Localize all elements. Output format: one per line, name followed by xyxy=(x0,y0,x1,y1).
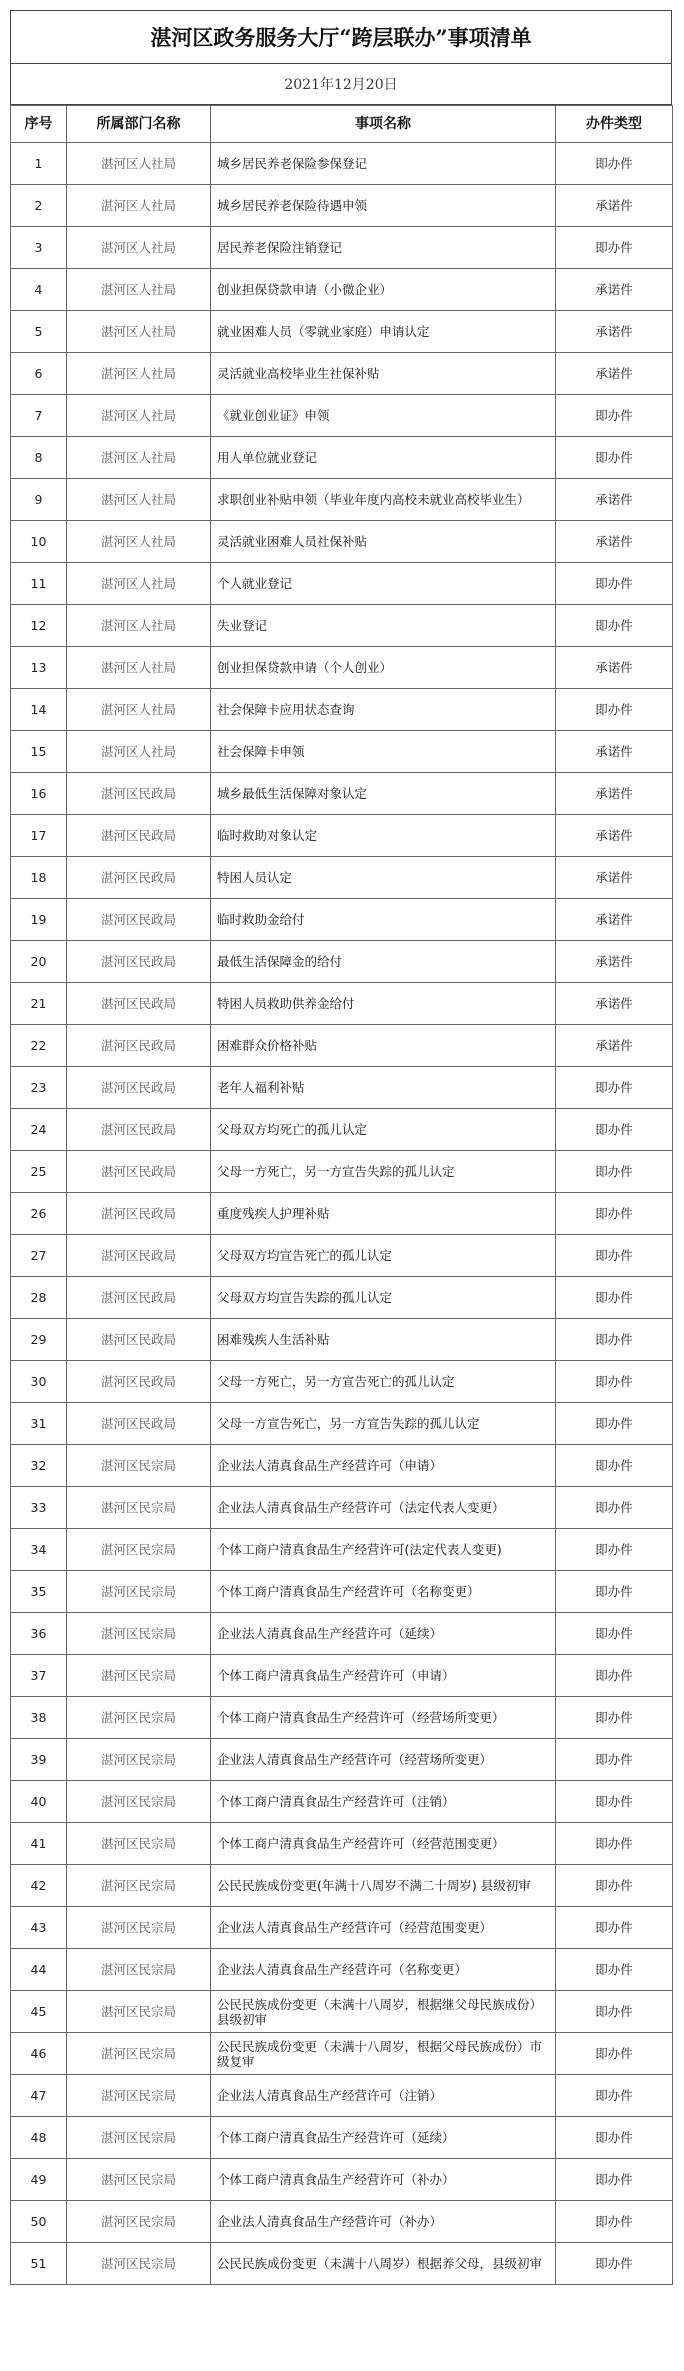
row-type: 即办件 xyxy=(556,1109,673,1151)
table-row xyxy=(11,1781,673,1823)
row-department: 湛河区民政局 xyxy=(67,1277,211,1319)
row-index: 23 xyxy=(11,1067,67,1109)
row-index: 17 xyxy=(11,815,67,857)
row-index: 43 xyxy=(11,1907,67,1949)
row-item-name: 父母一方死亡，另一方宣告死亡的孤儿认定 xyxy=(211,1361,556,1403)
row-index: 12 xyxy=(11,605,67,647)
row-type: 承诺件 xyxy=(556,269,673,311)
row-type: 即办件 xyxy=(556,1907,673,1949)
row-index: 7 xyxy=(11,395,67,437)
header-row xyxy=(11,106,673,143)
row-item-name: 创业担保贷款申请（小微企业） xyxy=(211,269,556,311)
row-index: 3 xyxy=(11,227,67,269)
row-type: 即办件 xyxy=(556,437,673,479)
row-department: 湛河区民政局 xyxy=(67,1193,211,1235)
table-row xyxy=(11,563,673,605)
row-item-name: 个人就业登记 xyxy=(211,563,556,605)
row-index: 19 xyxy=(11,899,67,941)
row-type: 即办件 xyxy=(556,1655,673,1697)
row-department: 湛河区民政局 xyxy=(67,773,211,815)
row-type: 即办件 xyxy=(556,1949,673,1991)
header-type: 办件类型 xyxy=(556,106,673,143)
row-type: 即办件 xyxy=(556,563,673,605)
row-type: 即办件 xyxy=(556,1193,673,1235)
row-item-name: 个体工商户清真食品生产经营许可（经营场所变更） xyxy=(211,1697,556,1739)
table-row xyxy=(11,1235,673,1277)
table-row xyxy=(11,983,673,1025)
row-index: 14 xyxy=(11,689,67,731)
row-item-name: 老年人福利补贴 xyxy=(211,1067,556,1109)
items-table xyxy=(10,105,673,2285)
row-department: 湛河区民宗局 xyxy=(67,2201,211,2243)
table-row xyxy=(11,2117,673,2159)
table-row xyxy=(11,2201,673,2243)
row-type: 承诺件 xyxy=(556,731,673,773)
row-item-name: 企业法人清真食品生产经营许可（注销） xyxy=(211,2075,556,2117)
row-item-name: 灵活就业困难人员社保补贴 xyxy=(211,521,556,563)
row-department: 湛河区民政局 xyxy=(67,1361,211,1403)
row-index: 48 xyxy=(11,2117,67,2159)
row-item-name: 企业法人清真食品生产经营许可（经营场所变更） xyxy=(211,1739,556,1781)
table-row xyxy=(11,1403,673,1445)
row-type: 即办件 xyxy=(556,1151,673,1193)
row-department: 湛河区人社局 xyxy=(67,353,211,395)
row-department: 湛河区民宗局 xyxy=(67,1655,211,1697)
row-index: 41 xyxy=(11,1823,67,1865)
row-type: 承诺件 xyxy=(556,983,673,1025)
row-index: 31 xyxy=(11,1403,67,1445)
row-item-name: 公民民族成份变更(年满十八周岁不满二十周岁) 县级初审 xyxy=(211,1865,556,1907)
row-type: 即办件 xyxy=(556,1067,673,1109)
row-type: 即办件 xyxy=(556,1277,673,1319)
document-date: 2021年12月20日 xyxy=(10,63,672,105)
row-department: 湛河区人社局 xyxy=(67,185,211,227)
row-item-name: 父母一方死亡，另一方宣告失踪的孤儿认定 xyxy=(211,1151,556,1193)
header-item-name: 事项名称 xyxy=(211,106,556,143)
table-row xyxy=(11,395,673,437)
table-row xyxy=(11,1319,673,1361)
row-index: 38 xyxy=(11,1697,67,1739)
table-row xyxy=(11,689,673,731)
row-item-name: 城乡最低生活保障对象认定 xyxy=(211,773,556,815)
row-item-name: 就业困难人员（零就业家庭）申请认定 xyxy=(211,311,556,353)
row-department: 湛河区民政局 xyxy=(67,983,211,1025)
row-department: 湛河区民宗局 xyxy=(67,1991,211,2033)
row-item-name: 困难残疾人生活补贴 xyxy=(211,1319,556,1361)
row-type: 即办件 xyxy=(556,2033,673,2075)
row-item-name: 求职创业补贴申领（毕业年度内高校未就业高校毕业生） xyxy=(211,479,556,521)
row-item-name: 重度残疾人护理补贴 xyxy=(211,1193,556,1235)
row-department: 湛河区人社局 xyxy=(67,227,211,269)
table-row xyxy=(11,1655,673,1697)
row-type: 承诺件 xyxy=(556,185,673,227)
row-type: 即办件 xyxy=(556,1865,673,1907)
row-index: 45 xyxy=(11,1991,67,2033)
row-index: 20 xyxy=(11,941,67,983)
row-type: 承诺件 xyxy=(556,521,673,563)
table-row xyxy=(11,269,673,311)
row-item-name: 父母双方均死亡的孤儿认定 xyxy=(211,1109,556,1151)
row-department: 湛河区民宗局 xyxy=(67,1949,211,1991)
row-department: 湛河区民政局 xyxy=(67,857,211,899)
row-type: 承诺件 xyxy=(556,815,673,857)
row-item-name: 企业法人清真食品生产经营许可（补办） xyxy=(211,2201,556,2243)
row-index: 44 xyxy=(11,1949,67,1991)
row-item-name: 临时救助对象认定 xyxy=(211,815,556,857)
table-row xyxy=(11,1865,673,1907)
row-item-name: 特困人员认定 xyxy=(211,857,556,899)
row-department: 湛河区民政局 xyxy=(67,1319,211,1361)
table-row xyxy=(11,1739,673,1781)
row-department: 湛河区民宗局 xyxy=(67,2075,211,2117)
row-item-name: 公民民族成份变更（未满十八周岁）根据养父母，县级初审 xyxy=(211,2243,556,2285)
table-row xyxy=(11,353,673,395)
table-row xyxy=(11,1571,673,1613)
row-index: 22 xyxy=(11,1025,67,1067)
row-item-name: 个体工商户清真食品生产经营许可（申请） xyxy=(211,1655,556,1697)
row-index: 37 xyxy=(11,1655,67,1697)
row-index: 4 xyxy=(11,269,67,311)
row-item-name: 个体工商户清真食品生产经营许可（注销） xyxy=(211,1781,556,1823)
row-department: 湛河区人社局 xyxy=(67,269,211,311)
row-department: 湛河区人社局 xyxy=(67,437,211,479)
row-type: 即办件 xyxy=(556,605,673,647)
row-item-name: 最低生活保障金的给付 xyxy=(211,941,556,983)
table-row xyxy=(11,1949,673,1991)
row-index: 1 xyxy=(11,143,67,185)
row-department: 湛河区人社局 xyxy=(67,689,211,731)
row-type: 即办件 xyxy=(556,1781,673,1823)
table-row xyxy=(11,1445,673,1487)
row-index: 51 xyxy=(11,2243,67,2285)
row-department: 湛河区民政局 xyxy=(67,941,211,983)
row-department: 湛河区民宗局 xyxy=(67,1613,211,1655)
row-type: 即办件 xyxy=(556,143,673,185)
row-type: 即办件 xyxy=(556,1823,673,1865)
row-item-name: 个体工商户清真食品生产经营许可（名称变更） xyxy=(211,1571,556,1613)
row-index: 46 xyxy=(11,2033,67,2075)
row-type: 即办件 xyxy=(556,1235,673,1277)
table-row xyxy=(11,311,673,353)
row-type: 即办件 xyxy=(556,1739,673,1781)
header-department: 所属部门名称 xyxy=(67,106,211,143)
row-department: 湛河区民宗局 xyxy=(67,1823,211,1865)
row-index: 21 xyxy=(11,983,67,1025)
row-type: 承诺件 xyxy=(556,857,673,899)
row-type: 承诺件 xyxy=(556,311,673,353)
table-row xyxy=(11,815,673,857)
table-row xyxy=(11,731,673,773)
table-row xyxy=(11,941,673,983)
row-item-name: 公民民族成份变更（未满十八周岁，根据继父母民族成份）县级初审 xyxy=(211,1991,556,2033)
table-row xyxy=(11,1697,673,1739)
table-row xyxy=(11,1277,673,1319)
row-item-name: 父母一方宣告死亡，另一方宣告失踪的孤儿认定 xyxy=(211,1403,556,1445)
table-row xyxy=(11,2243,673,2285)
row-index: 9 xyxy=(11,479,67,521)
row-type: 即办件 xyxy=(556,2201,673,2243)
table-row xyxy=(11,899,673,941)
row-type: 承诺件 xyxy=(556,647,673,689)
row-item-name: 社会保障卡应用状态查询 xyxy=(211,689,556,731)
table-row xyxy=(11,1907,673,1949)
row-department: 湛河区民政局 xyxy=(67,1403,211,1445)
row-department: 湛河区民宗局 xyxy=(67,2159,211,2201)
row-index: 39 xyxy=(11,1739,67,1781)
row-type: 即办件 xyxy=(556,1445,673,1487)
row-index: 42 xyxy=(11,1865,67,1907)
row-type: 即办件 xyxy=(556,1613,673,1655)
row-type: 承诺件 xyxy=(556,479,673,521)
header-index: 序号 xyxy=(11,106,67,143)
table-row xyxy=(11,1193,673,1235)
row-department: 湛河区民政局 xyxy=(67,1235,211,1277)
row-type: 承诺件 xyxy=(556,899,673,941)
row-index: 8 xyxy=(11,437,67,479)
table-row xyxy=(11,1991,673,2033)
row-department: 湛河区民宗局 xyxy=(67,2243,211,2285)
document-title: 湛河区政务服务大厅“跨层联办”事项清单 xyxy=(10,10,672,63)
row-department: 湛河区民宗局 xyxy=(67,1865,211,1907)
table-row xyxy=(11,1613,673,1655)
row-index: 50 xyxy=(11,2201,67,2243)
row-type: 即办件 xyxy=(556,2075,673,2117)
row-item-name: 个体工商户清真食品生产经营许可（延续） xyxy=(211,2117,556,2159)
row-index: 15 xyxy=(11,731,67,773)
row-item-name: 企业法人清真食品生产经营许可（法定代表人变更） xyxy=(211,1487,556,1529)
table-row xyxy=(11,1823,673,1865)
table-row xyxy=(11,1151,673,1193)
row-department: 湛河区民政局 xyxy=(67,1109,211,1151)
row-type: 即办件 xyxy=(556,1991,673,2033)
row-department: 湛河区人社局 xyxy=(67,479,211,521)
row-department: 湛河区人社局 xyxy=(67,143,211,185)
row-type: 即办件 xyxy=(556,1319,673,1361)
row-item-name: 灵活就业高校毕业生社保补贴 xyxy=(211,353,556,395)
row-index: 10 xyxy=(11,521,67,563)
row-department: 湛河区民宗局 xyxy=(67,1529,211,1571)
row-item-name: 个体工商户清真食品生产经营许可（经营范围变更） xyxy=(211,1823,556,1865)
row-type: 即办件 xyxy=(556,2117,673,2159)
row-type: 即办件 xyxy=(556,1361,673,1403)
table-row xyxy=(11,2159,673,2201)
row-index: 47 xyxy=(11,2075,67,2117)
row-department: 湛河区民宗局 xyxy=(67,1445,211,1487)
table-row xyxy=(11,605,673,647)
row-index: 6 xyxy=(11,353,67,395)
table-row xyxy=(11,1361,673,1403)
table-row xyxy=(11,521,673,563)
row-type: 即办件 xyxy=(556,1403,673,1445)
row-item-name: 城乡居民养老保险待遇申领 xyxy=(211,185,556,227)
row-department: 湛河区人社局 xyxy=(67,521,211,563)
table-row xyxy=(11,857,673,899)
table-row xyxy=(11,227,673,269)
row-department: 湛河区民政局 xyxy=(67,1151,211,1193)
row-type: 即办件 xyxy=(556,1697,673,1739)
row-item-name: 父母双方均宣告失踪的孤儿认定 xyxy=(211,1277,556,1319)
table-row xyxy=(11,437,673,479)
row-department: 湛河区人社局 xyxy=(67,311,211,353)
row-type: 即办件 xyxy=(556,1571,673,1613)
row-index: 32 xyxy=(11,1445,67,1487)
row-department: 湛河区民宗局 xyxy=(67,1487,211,1529)
row-item-name: 公民民族成份变更（未满十八周岁，根据父母民族成份）市级复审 xyxy=(211,2033,556,2075)
row-index: 24 xyxy=(11,1109,67,1151)
row-type: 即办件 xyxy=(556,2159,673,2201)
row-department: 湛河区民宗局 xyxy=(67,1781,211,1823)
row-item-name: 企业法人清真食品生产经营许可（延续） xyxy=(211,1613,556,1655)
row-type: 即办件 xyxy=(556,395,673,437)
row-department: 湛河区民宗局 xyxy=(67,1907,211,1949)
row-department: 湛河区人社局 xyxy=(67,647,211,689)
row-type: 承诺件 xyxy=(556,773,673,815)
row-item-name: 困难群众价格补贴 xyxy=(211,1025,556,1067)
row-item-name: 企业法人清真食品生产经营许可（名称变更） xyxy=(211,1949,556,1991)
row-type: 即办件 xyxy=(556,689,673,731)
row-department: 湛河区民政局 xyxy=(67,1067,211,1109)
table-row xyxy=(11,1067,673,1109)
row-department: 湛河区民政局 xyxy=(67,1025,211,1067)
row-index: 34 xyxy=(11,1529,67,1571)
table-row xyxy=(11,1025,673,1067)
row-department: 湛河区民政局 xyxy=(67,815,211,857)
row-item-name: 失业登记 xyxy=(211,605,556,647)
row-item-name: 创业担保贷款申请（个人创业） xyxy=(211,647,556,689)
table-row xyxy=(11,185,673,227)
row-item-name: 父母双方均宣告死亡的孤儿认定 xyxy=(211,1235,556,1277)
table-row xyxy=(11,2033,673,2075)
row-index: 35 xyxy=(11,1571,67,1613)
row-index: 2 xyxy=(11,185,67,227)
row-item-name: 居民养老保险注销登记 xyxy=(211,227,556,269)
row-type: 即办件 xyxy=(556,1487,673,1529)
row-item-name: 企业法人清真食品生产经营许可（经营范围变更） xyxy=(211,1907,556,1949)
row-department: 湛河区人社局 xyxy=(67,395,211,437)
row-department: 湛河区民政局 xyxy=(67,899,211,941)
row-index: 28 xyxy=(11,1277,67,1319)
row-type: 承诺件 xyxy=(556,941,673,983)
row-index: 33 xyxy=(11,1487,67,1529)
row-index: 26 xyxy=(11,1193,67,1235)
row-department: 湛河区民宗局 xyxy=(67,1697,211,1739)
row-item-name: 企业法人清真食品生产经营许可（申请） xyxy=(211,1445,556,1487)
document xyxy=(10,10,672,2285)
row-index: 18 xyxy=(11,857,67,899)
row-department: 湛河区人社局 xyxy=(67,731,211,773)
row-index: 11 xyxy=(11,563,67,605)
row-department: 湛河区民宗局 xyxy=(67,2033,211,2075)
row-item-name: 用人单位就业登记 xyxy=(211,437,556,479)
row-type: 承诺件 xyxy=(556,353,673,395)
table-row xyxy=(11,1487,673,1529)
row-index: 29 xyxy=(11,1319,67,1361)
row-index: 16 xyxy=(11,773,67,815)
table-row xyxy=(11,143,673,185)
row-department: 湛河区民宗局 xyxy=(67,1571,211,1613)
row-item-name: 城乡居民养老保险参保登记 xyxy=(211,143,556,185)
row-item-name: 特困人员救助供养金给付 xyxy=(211,983,556,1025)
table-row xyxy=(11,479,673,521)
table-row xyxy=(11,1109,673,1151)
row-index: 5 xyxy=(11,311,67,353)
row-index: 30 xyxy=(11,1361,67,1403)
row-index: 49 xyxy=(11,2159,67,2201)
row-index: 36 xyxy=(11,1613,67,1655)
row-department: 湛河区人社局 xyxy=(67,605,211,647)
row-department: 湛河区民宗局 xyxy=(67,1739,211,1781)
row-item-name: 《就业创业证》申领 xyxy=(211,395,556,437)
row-index: 40 xyxy=(11,1781,67,1823)
table-row xyxy=(11,647,673,689)
row-index: 25 xyxy=(11,1151,67,1193)
row-type: 即办件 xyxy=(556,2243,673,2285)
row-type: 即办件 xyxy=(556,227,673,269)
row-item-name: 社会保障卡申领 xyxy=(211,731,556,773)
row-item-name: 个体工商户清真食品生产经营许可(法定代表人变更) xyxy=(211,1529,556,1571)
table-row xyxy=(11,1529,673,1571)
row-index: 27 xyxy=(11,1235,67,1277)
row-item-name: 个体工商户清真食品生产经营许可（补办） xyxy=(211,2159,556,2201)
row-type: 即办件 xyxy=(556,1529,673,1571)
row-department: 湛河区人社局 xyxy=(67,563,211,605)
row-department: 湛河区民宗局 xyxy=(67,2117,211,2159)
row-item-name: 临时救助金给付 xyxy=(211,899,556,941)
row-type: 承诺件 xyxy=(556,1025,673,1067)
table-row xyxy=(11,2075,673,2117)
table-row xyxy=(11,773,673,815)
row-index: 13 xyxy=(11,647,67,689)
